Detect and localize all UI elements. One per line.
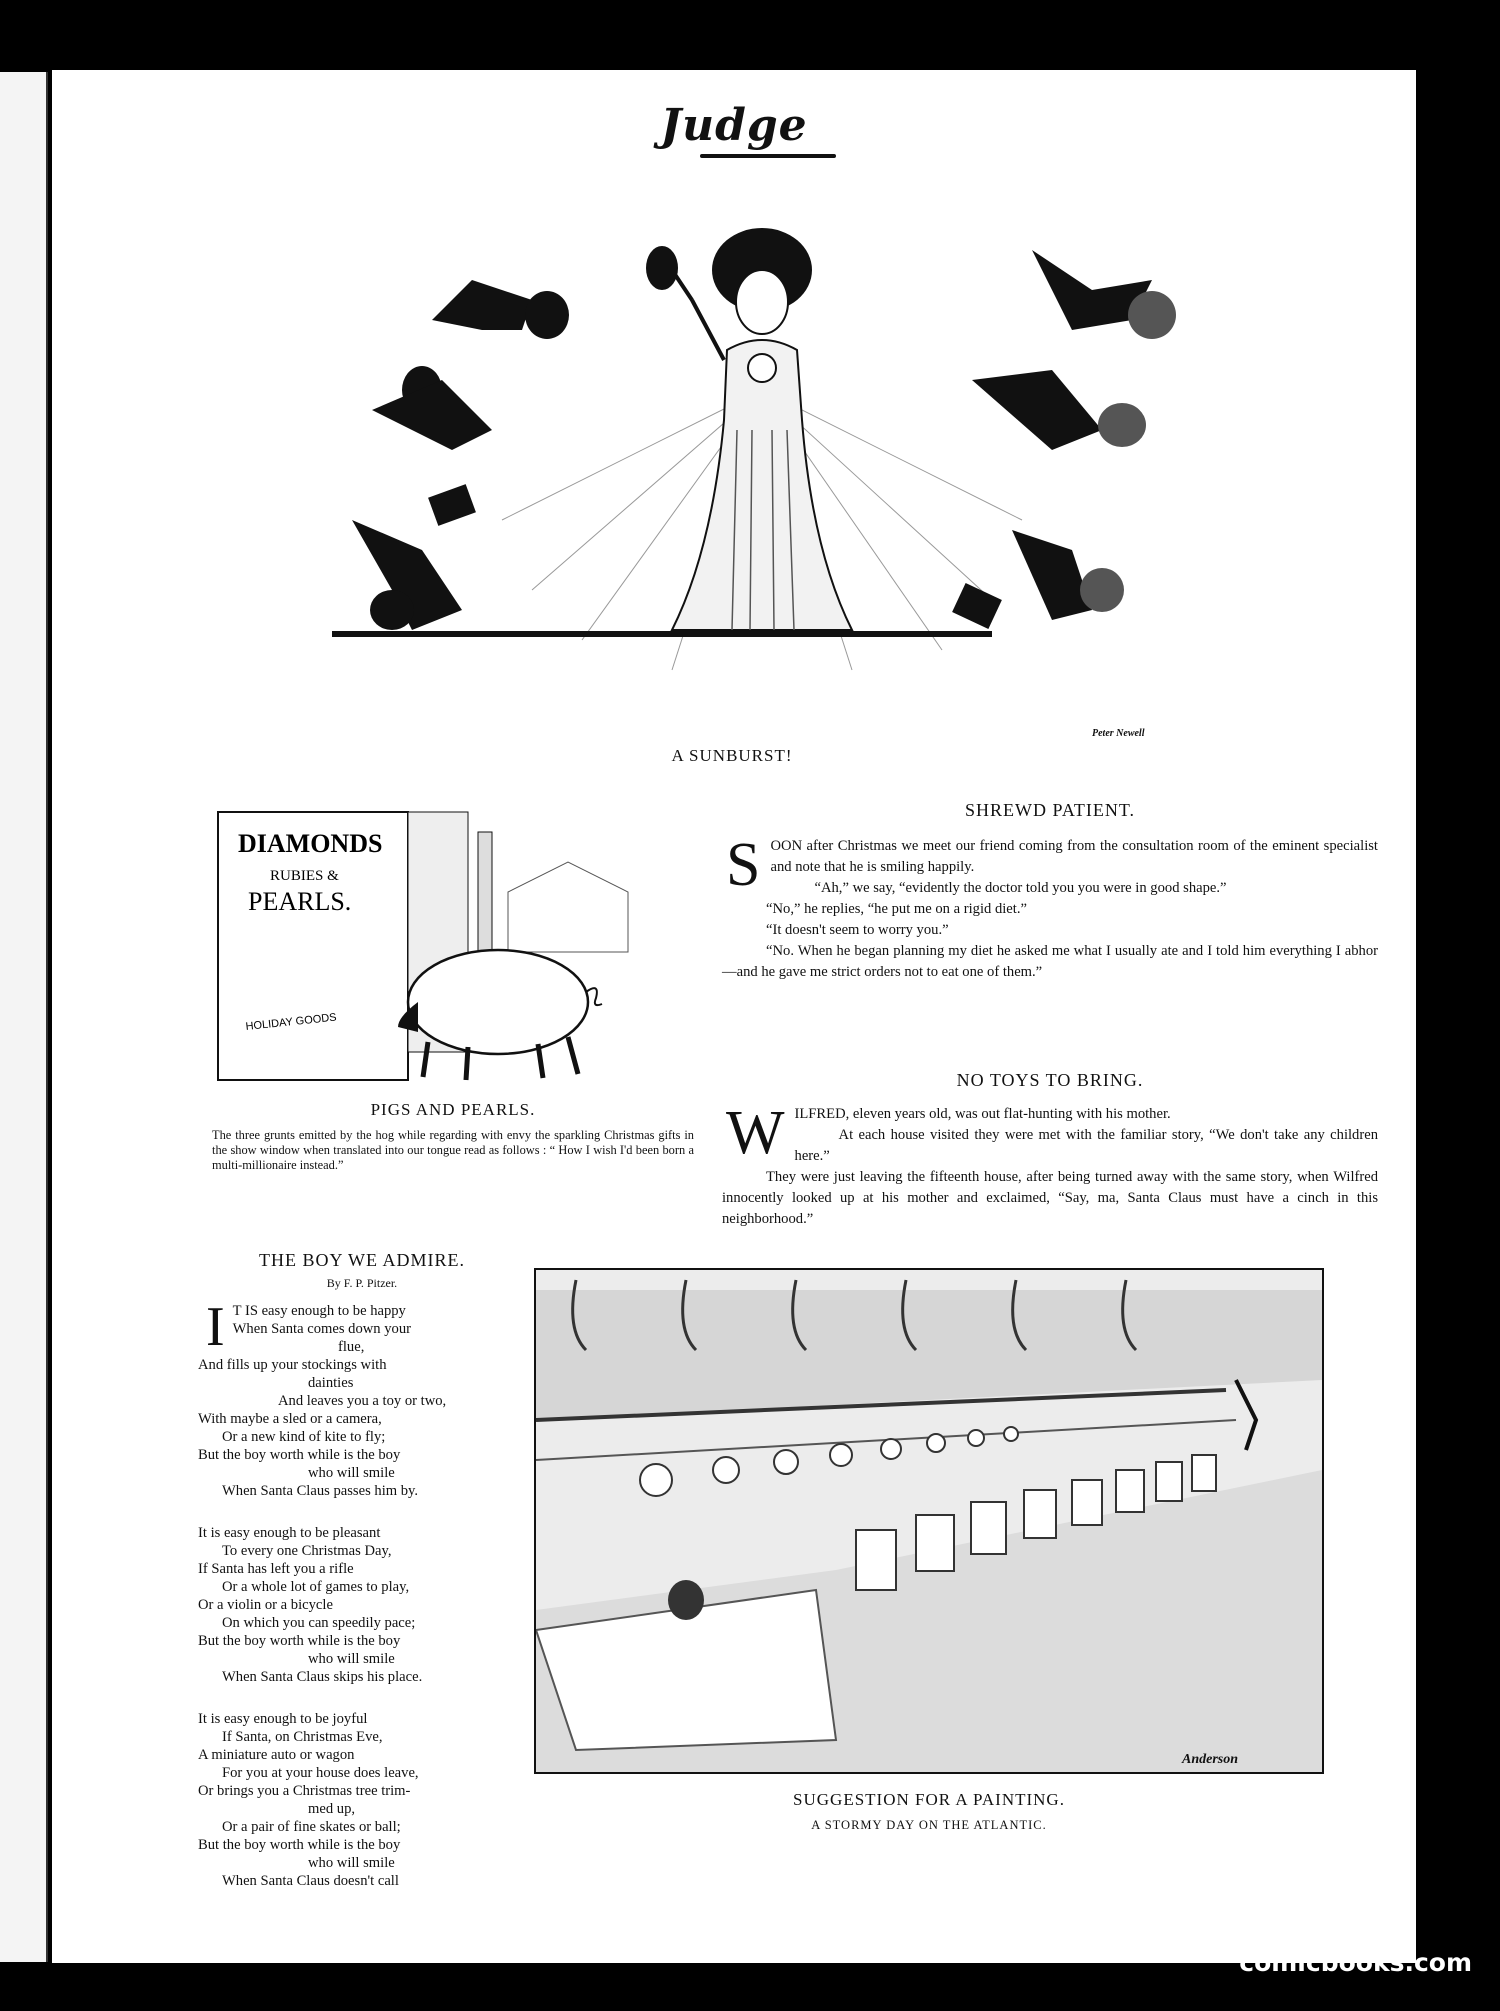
poem-title: THE BOY WE ADMIRE. [259,1250,465,1270]
poem-line: When Santa Claus doesn't call [222,1873,399,1889]
masthead-underline [700,154,836,158]
painting-signature: Anderson [1182,1752,1239,1767]
poem-line: It is easy enough to be joyful [198,1711,368,1727]
sign-text-2: RUBIES & [270,868,339,884]
adjacent-page-edge [0,72,48,1962]
poem-byline: By F. P. Pitzer. [326,1276,398,1290]
sunburst-illustration [332,190,1252,730]
poem-line: Or a new kind of kite to fly; [222,1429,386,1445]
banner-text: HOLIDAY GOODS [245,1011,338,1033]
poem-line: Or a violin or a bicycle [198,1597,333,1613]
shrewd-dropcap: S [726,831,761,899]
poem-stanza-3 [198,1710,524,1890]
poem-line: But the boy worth while is the boy [198,1837,401,1853]
magazine-page [52,70,1416,1963]
poem-line: When Santa Claus skips his place. [222,1669,423,1685]
poem-line: flue, [338,1339,365,1355]
sign-text-3: PEARLS. [248,887,352,916]
shrewd-p1: OON after Christmas we meet our friend coming from the consultation room of the eminent specialist and note that he is smiling happily. [770,838,1378,875]
shrewd-article [722,831,1378,983]
poem-line: On which you can speedily pace; [222,1615,416,1631]
poem-line: Or a pair of fine skates or ball; [222,1819,401,1835]
poem-stanza-1 [198,1296,524,1500]
poem-body [198,1296,524,1914]
shrewd-title: SHREWD PATIENT. [964,800,1135,820]
poem-line: When Santa Claus passes him by. [222,1483,419,1499]
shrewd-p2: “Ah,” we say, “evidently the doctor told you you were in good shape.” [814,880,1227,896]
poem-line: Or a whole lot of games to play, [222,1579,410,1595]
poem-line: T IS easy enough to be happy [232,1303,406,1319]
toys-p3: They were just leaving the fifteenth house, after being turned away with the same story, when Wilfred innocently looked up at his mother and exclaimed, “Say, ma, Santa Claus must have a cinch in this neighborhood.” [722,1169,1378,1227]
poem-line: It is easy enough to be pleasant [198,1525,381,1541]
poem-line: dainties [308,1375,354,1391]
poem-stanza-2 [198,1524,524,1686]
poem-dropcap: I [206,1296,225,1358]
toys-title: NO TOYS TO BRING. [956,1070,1144,1090]
poem-line: A miniature auto or wagon [198,1747,355,1763]
poem-line: Or brings you a Christmas tree trim- [198,1783,411,1799]
poem-line: And fills up your stockings with [198,1357,387,1373]
poem-line: With maybe a sled or a camera, [198,1411,382,1427]
painting-caption: SUGGESTION FOR A PAINTING. [793,1790,1065,1809]
sunburst-signature: Peter Newell [1092,728,1145,739]
poem-line: who will smile [308,1465,395,1481]
poem-line: For you at your house does leave, [222,1765,419,1781]
poem-line: who will smile [308,1855,395,1871]
poem-line: If Santa, on Christmas Eve, [222,1729,383,1745]
poem-line: med up, [308,1801,356,1817]
toys-dropcap: W [726,1099,785,1167]
pigs-caption: PIGS AND PEARLS. [370,1100,536,1119]
pigs-text: The three grunts emitted by the hog while regarding with envy the sparkling Christmas gifts in the show window when translated into our tongue read as follows : “ How I wish I'd been born a multi-millionaire instead.” [212,1128,694,1172]
painting-subcaption: A STORMY DAY ON THE ATLANTIC. [811,1818,1047,1832]
poem-line: And leaves you a toy or two, [278,1393,447,1409]
shrewd-p5: “No. When he began planning my diet he asked me what I usually ate and I told him everything I abhor—and he gave me strict orders not to eat one of them.” [722,943,1378,980]
poem-line: To every one Christmas Day, [222,1543,392,1559]
painting-illustration [534,1268,1324,1774]
woman-figure [646,228,852,630]
poem-line: If Santa has left you a rifle [198,1561,354,1577]
watermark-text: comicbooks.com [1239,1948,1472,1977]
shrewd-p3: “No,” he replies, “he put me on a rigid diet.” [766,901,1027,917]
diner-figure [668,1580,704,1620]
sunburst-caption: A SUNBURST! [671,746,793,765]
poem-line: When Santa comes down your [232,1321,411,1337]
toys-p2: At each house visited they were met with the familiar story, “We don't take any children here.” [794,1127,1378,1164]
poem-line: But the boy worth while is the boy [198,1447,401,1463]
shrewd-p4: “It doesn't seem to worry you.” [766,922,949,938]
masthead-title: Judge [660,100,808,151]
toys-p1: ILFRED, eleven years old, was out flat-hunting with his mother. [794,1106,1171,1122]
pigs-illustration [208,802,698,1088]
sign-text-1: DIAMONDS [238,829,383,858]
toys-article [722,1099,1378,1230]
poem-line: who will smile [308,1651,395,1667]
poem-line: But the boy worth while is the boy [198,1633,401,1649]
